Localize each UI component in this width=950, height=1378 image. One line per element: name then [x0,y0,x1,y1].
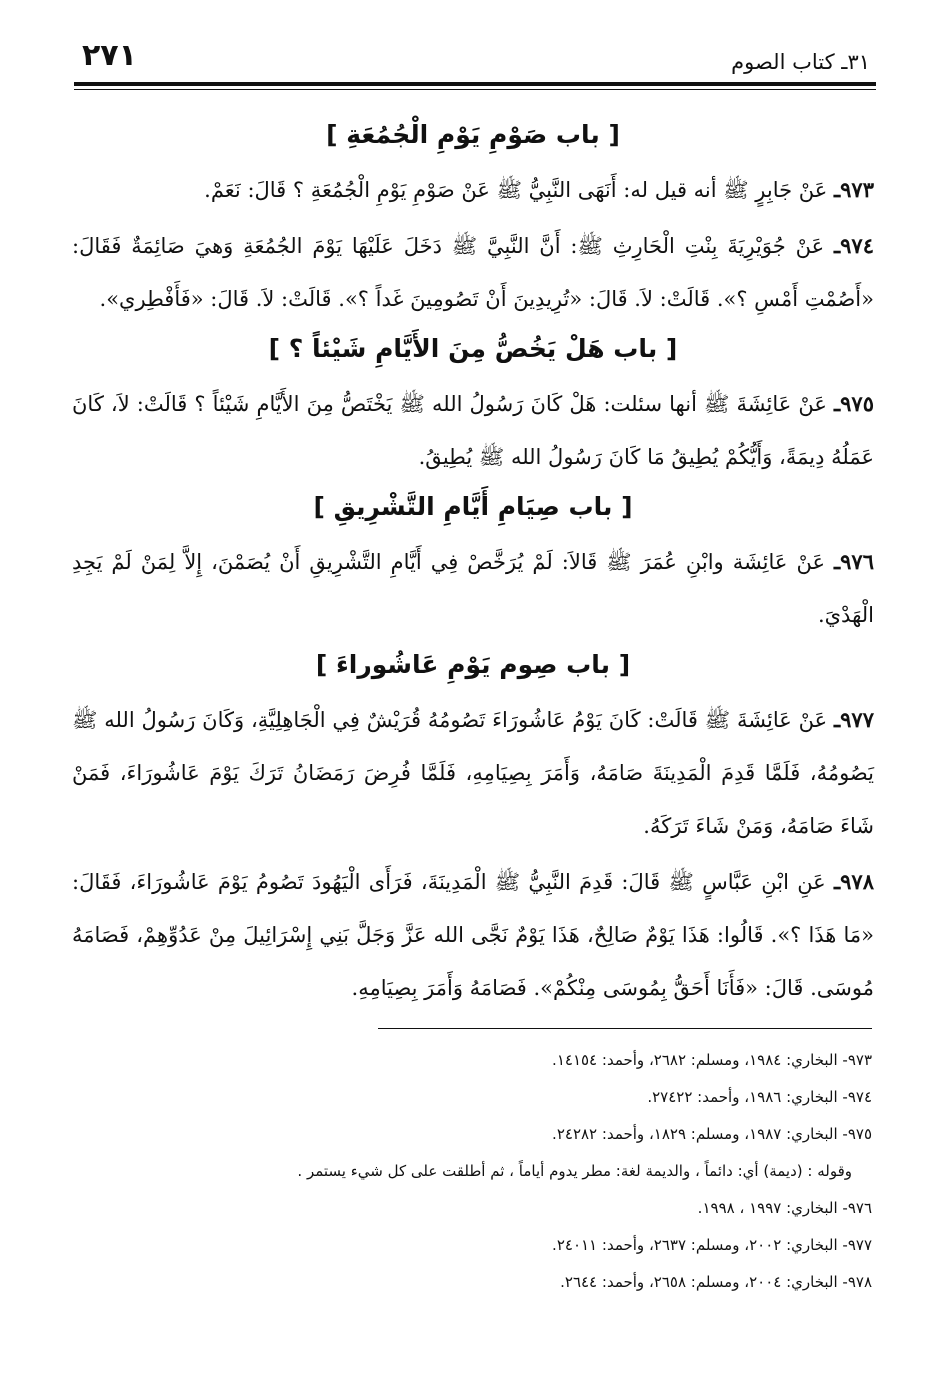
footnote: ٩٧٣- البخاري: ١٩٨٤، ومسلم: ٢٦٨٢، وأحمد: ١٤١٥٤. [552,1051,872,1069]
hadith-number: ٩٧٤ـ [834,233,874,258]
hadith-paragraph [72,377,874,484]
chapter-heading: [ باب صَوْمِ يَوْمِ الْجُمُعَةِ ] [326,120,620,149]
footnote: ٩٧٥- البخاري: ١٩٨٧، ومسلم: ١٨٢٩، وأحمد: ٢٤٢٨٢. [552,1125,872,1143]
hadith-paragraph [72,163,874,217]
chapter-heading: [ باب هَلْ يَخُصُّ مِنَ الأَيَّامِ شَيْئاً ؟ ] [268,334,678,363]
section [72,650,874,1015]
hadith-text: عَنْ عَائِشَةَ ﷺ أنها سئلت: هَلْ كَانَ رَسُولُ الله ﷺ يَخْتَصُّ مِنَ الأَيَّامِ شَيْئاً ؟ قَالَتْ: لاَ، كَانَ عَمَلُهُ دِيمَةً، وَأَيُّكُمْ يُطِيقُ مَا كَانَ رَسُولُ الله ﷺ يُطِيقُ. [72,392,874,469]
footnote: ٩٧٧- البخاري: ٢٠٠٢، ومسلم: ٢٦٣٧، وأحمد: ٢٤٠١١. [552,1236,872,1254]
footnote-note: وقوله : (ديمة) أي: دائماً ، والديمة لغة: مطر يدوم أياماً ، ثم أطلقت على كل شيء يستمر . [297,1162,852,1180]
section [72,492,874,642]
hadith-paragraph [72,693,874,853]
hadith-paragraph [72,855,874,1015]
hadith-number: ٩٧٣ـ [834,177,874,202]
header-rule [74,82,876,86]
chapter-heading: [ باب صِوم يَوْمِ عَاشُوراءَ ] [315,650,631,679]
footnote-divider [378,1028,872,1029]
page-header [74,38,876,82]
hadith-number: ٩٧٨ـ [833,869,874,894]
main-text [72,112,874,1017]
hadith-text: عَنْ عَائِشَة وابْنِ عُمَرَ ﷺ قَالاَ: لَمْ يُرَخَّصْ فِي أَيَّامِ التَّشْرِيقِ أَنْ يُصَمْنَ، إِلاَّ لِمَنْ لَمْ يَجِدِ الْهَدْيَ. [72,550,874,627]
hadith-paragraph [72,219,874,326]
footnote: ٩٧٨- البخاري: ٢٠٠٤، ومسلم: ٢٦٥٨، وأحمد: ٢٦٤٤. [560,1273,872,1291]
hadith-paragraph [72,535,874,642]
chapter-heading: [ باب صِيَامِ أَيَّامِ التَّشْرِيقِ ] [313,492,633,521]
hadith-number: ٩٧٥ـ [834,391,874,416]
hadith-text: عَنِ ابْنِ عَبَّاسٍ ﷺ قَالَ: قَدِمَ النَّبِيُّ ﷺ الْمَدِينَةَ، فَرَأَى الْيَهُودَ تَصُومُ يَوْمَ عَاشُورَاءَ، فَقَالَ: «مَا هَذَا ؟». قَالُوا: هَذَا يَوْمٌ صَالِحٌ، هَذَا يَوْمٌ نَجَّى الله عَزَّ وَجَلَّ بَنِي إِسْرَائِيلَ مِنْ عَدُوِّهِمْ، فَصَامَهُ مُوسَى. قَالَ: «فَأَنَا أَحَقُّ بِمُوسَى مِنْكُمْ». فَصَامَهُ وَأَمَرَ بِصِيَامِهِ. [72,870,874,1000]
section [72,120,874,326]
hadith-number: ٩٧٦ـ [834,549,874,574]
footnote: ٩٧٤- البخاري: ١٩٨٦، وأحمد: ٢٧٤٢٢. [647,1088,872,1106]
footnotes [72,1042,872,1301]
hadith-text: عَنْ جُوَيْرِيَةَ بِنْتِ الْحَارِثِ ﷺ: أَنَّ النَّبِيَّ ﷺ دَخَلَ عَلَيْهَا يَوْمَ الجُمُعَةِ وَهيَ صَائِمَةٌ فَقَالَ: «أَصُمْتِ أَمْسِ ؟». قَالَتْ: لاَ. قَالَ: «تُرِيدِينَ أَنْ تَصُومِينَ غَداً ؟». قَالَتْ: لاَ. قَالَ: «فَأَفْطِري». [72,234,874,311]
section [72,334,874,484]
page-number: ٢٧١ [82,38,137,73]
header-rule-thin [74,89,876,90]
hadith-text: عَنْ عَائِشَةَ ﷺ قَالَتْ: كَانَ يَوْمُ عَاشُورَاءَ تَصُومُهُ قُرَيْشٌ فِي الْجَاهِلِيَّةِ، وَكَانَ رَسُولُ الله ﷺ يَصُومُهُ، فَلَمَّا قَدِمَ الْمَدِينَةَ صَامَهُ، وَأَمَرَ بِصِيَامِهِ، فَلَمَّا فُرِضَ رَمَضَانُ تَرَكَ يَوْمَ عَاشُورَاءَ، فَمَنْ شَاءَ صَامَهُ، وَمَنْ شَاءَ تَرَكَهُ. [72,708,874,838]
hadith-number: ٩٧٧ـ [834,707,874,732]
running-title: ٣١ـ كتاب الصوم [731,50,870,74]
hadith-text: عَنْ جَابِرٍ ﷺ أنه قيل له: أَنَهَى النَّبِيُّ ﷺ عَنْ صَوْمِ يَوْمِ الْجُمُعَةِ ؟ قَالَ: نَعَمْ. [204,178,828,202]
footnote: ٩٧٦- البخاري: ١٩٩٧ ، ١٩٩٨. [697,1199,872,1217]
